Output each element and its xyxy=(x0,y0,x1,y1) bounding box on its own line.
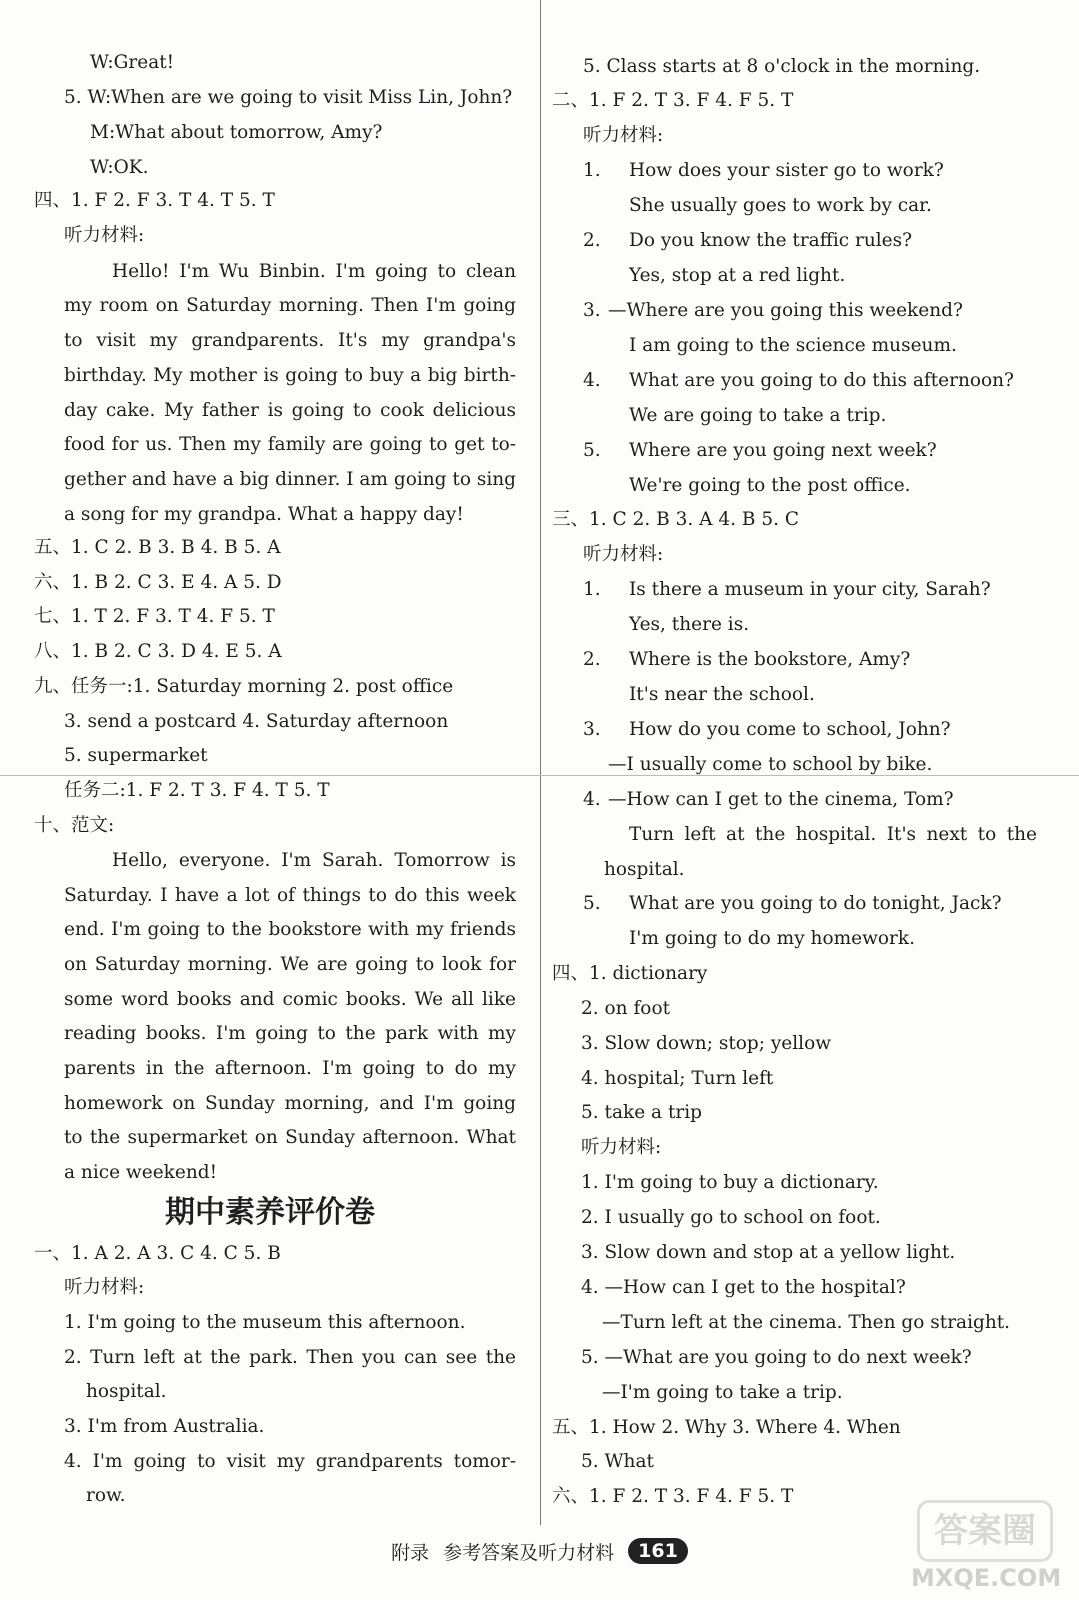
answer-row: 六、1. B 2. C 3. E 4. A 5. D xyxy=(34,572,282,593)
answer-row: 四、1. F 2. F 3. T 4. T 5. T xyxy=(34,190,275,211)
item-number: 5. xyxy=(583,893,601,914)
text-line: 4. hospital; Turn left xyxy=(581,1068,774,1089)
answer-row: 任务二:1. F 2. T 3. F 4. T 5. T xyxy=(64,780,330,801)
footer-appendix: 附录 xyxy=(391,1541,430,1564)
answer-row: 六、1. F 2. T 3. F 4. F 5. T xyxy=(552,1486,794,1507)
listening-label: 听力材料: xyxy=(64,225,145,246)
text-line: How does your sister go to work? xyxy=(629,160,944,181)
answer-row: 一、1. A 2. A 3. C 4. C 5. B xyxy=(34,1243,281,1264)
watermark-top: 答案圈 xyxy=(917,1500,1053,1562)
text-line: some word books and comic books. We all like xyxy=(64,989,516,1010)
section-title: 期中素养评价卷 xyxy=(165,1195,375,1230)
text-line: 4. —How can I get to the hospital? xyxy=(581,1277,906,1298)
text-line: a song for my grandpa. What a happy day! xyxy=(64,504,464,525)
text-line: 5. —What are you going to do next week? xyxy=(581,1347,972,1368)
text-line: homework on Sunday morning, and I'm going xyxy=(64,1093,516,1114)
answer-row: 四、1. dictionary xyxy=(552,963,708,984)
text-line: 5. supermarket xyxy=(64,745,208,766)
text-line: Is there a museum in your city, Sarah? xyxy=(629,579,991,600)
text-line: —Where are you going this weekend? xyxy=(608,300,963,321)
text-line: Hello, everyone. I'm Sarah. Tomorrow is xyxy=(112,850,516,871)
text-line: 2. Turn left at the park. Then you can see the xyxy=(64,1347,516,1368)
text-line: on Saturday morning. We are going to look for xyxy=(64,954,516,975)
text-line: I'm going to do my homework. xyxy=(629,928,915,949)
text-line: 3. I'm from Australia. xyxy=(64,1416,265,1437)
text-line: reading books. I'm going to the park with my xyxy=(64,1023,516,1044)
footer-caption: 参考答案及听力材料 xyxy=(443,1541,615,1564)
text-line: Where are you going next week? xyxy=(629,440,937,461)
text-line: day cake. My father is going to cook delicious xyxy=(64,400,516,421)
listening-label: 听力材料: xyxy=(583,544,664,565)
text-line: 5. Class starts at 8 o'clock in the morning. xyxy=(583,56,981,77)
answer-row: 九、任务一:1. Saturday morning 2. post office xyxy=(34,676,454,697)
watermark-logo xyxy=(911,1500,1061,1592)
text-line: 4. I'm going to visit my grandparents tomor- xyxy=(64,1451,516,1472)
answer-row: 三、1. C 2. B 3. A 4. B 5. C xyxy=(552,509,800,530)
text-line: 1. I'm going to the museum this afternoon. xyxy=(64,1312,466,1333)
text-line: 2. I usually go to school on foot. xyxy=(581,1207,881,1228)
answer-row: 二、1. F 2. T 3. F 4. F 5. T xyxy=(552,90,794,111)
text-line: It's near the school. xyxy=(629,684,815,705)
text-line: I am going to the science museum. xyxy=(629,335,957,356)
text-line: —I usually come to school by bike. xyxy=(608,754,933,775)
text-line: 2. on foot xyxy=(581,998,671,1019)
text-line: Hello! I'm Wu Binbin. I'm going to clean xyxy=(112,261,516,282)
text-line: hospital. xyxy=(604,859,685,880)
listening-label: 听力材料: xyxy=(64,1277,145,1298)
text-line: Do you know the traffic rules? xyxy=(629,230,913,251)
item-number: 2. xyxy=(583,649,601,670)
listening-label: 听力材料: xyxy=(581,1137,662,1158)
text-line: How do you come to school, John? xyxy=(629,719,951,740)
text-line: She usually goes to work by car. xyxy=(629,195,932,216)
text-line: 1. I'm going to buy a dictionary. xyxy=(581,1172,879,1193)
text-line: We are going to take a trip. xyxy=(629,405,887,426)
text-line: Where is the bookstore, Amy? xyxy=(629,649,911,670)
text-line: a nice weekend! xyxy=(64,1162,218,1183)
text-line: hospital. xyxy=(86,1381,167,1402)
text-line: food for us. Then my family are going to get to- xyxy=(64,434,516,455)
watermark-bottom: MXQE.COM xyxy=(911,1564,1062,1592)
essay-label: 十、范文: xyxy=(34,815,115,836)
text-line: gether and have a big dinner. I am going to sing xyxy=(64,469,517,490)
text-line: 5. W:When are we going to visit Miss Lin, John? xyxy=(64,87,513,108)
text-line: to the supermarket on Sunday afternoon. What xyxy=(64,1127,516,1148)
text-line: What are you going to do tonight, Jack? xyxy=(629,893,1002,914)
text-line: to visit my grandparents. It's my grandpa's xyxy=(64,330,516,351)
text-line: birthday. My mother is going to buy a big birth- xyxy=(64,365,516,386)
text-line: 5. What xyxy=(581,1451,654,1472)
item-number: 5. xyxy=(583,440,601,461)
item-number: 1. xyxy=(583,579,601,600)
listening-label: 听力材料: xyxy=(583,125,664,146)
text-line: W:OK. xyxy=(90,157,149,178)
text-line: W:Great! xyxy=(90,52,175,73)
text-line: end. I'm going to the bookstore with my friends xyxy=(64,919,516,940)
text-line: —Turn left at the cinema. Then go straight. xyxy=(602,1312,1011,1333)
answer-row: 五、1. C 2. B 3. B 4. B 5. A xyxy=(34,537,281,558)
item-number: 2. xyxy=(583,230,601,251)
answer-row: 八、1. B 2. C 3. D 4. E 5. A xyxy=(34,641,282,662)
text-line: 3. Slow down; stop; yellow xyxy=(581,1033,832,1054)
page-number: 161 xyxy=(628,1538,688,1564)
text-line: We're going to the post office. xyxy=(629,475,911,496)
text-line: Yes, there is. xyxy=(629,614,750,635)
column-divider xyxy=(540,0,541,1525)
text-line: 5. take a trip xyxy=(581,1102,702,1123)
item-number: 4. xyxy=(583,789,601,810)
text-line: row. xyxy=(86,1485,126,1506)
text-line: M:What about tomorrow, Amy? xyxy=(90,122,383,143)
text-line: Yes, stop at a red light. xyxy=(629,265,846,286)
text-line: my room on Saturday morning. Then I'm going xyxy=(64,295,516,316)
item-number: 1. xyxy=(583,160,601,181)
text-line: —I'm going to take a trip. xyxy=(602,1382,843,1403)
text-line: —How can I get to the cinema, Tom? xyxy=(608,789,954,810)
text-line: parents in the afternoon. I'm going to do my xyxy=(64,1058,516,1079)
text-line: 3. Slow down and stop at a yellow light. xyxy=(581,1242,956,1263)
item-number: 4. xyxy=(583,370,601,391)
answer-row: 七、1. T 2. F 3. T 4. F 5. T xyxy=(34,606,275,627)
item-number: 3. xyxy=(583,300,601,321)
answer-row: 五、1. How 2. Why 3. Where 4. When xyxy=(552,1417,901,1438)
item-number: 3. xyxy=(583,719,601,740)
text-line: What are you going to do this afternoon? xyxy=(629,370,1014,391)
text-line: Saturday. I have a lot of things to do this week xyxy=(64,885,516,906)
text-line: Turn left at the hospital. It's next to the xyxy=(629,824,1037,845)
text-line: 3. send a postcard 4. Saturday afternoon xyxy=(64,711,449,732)
